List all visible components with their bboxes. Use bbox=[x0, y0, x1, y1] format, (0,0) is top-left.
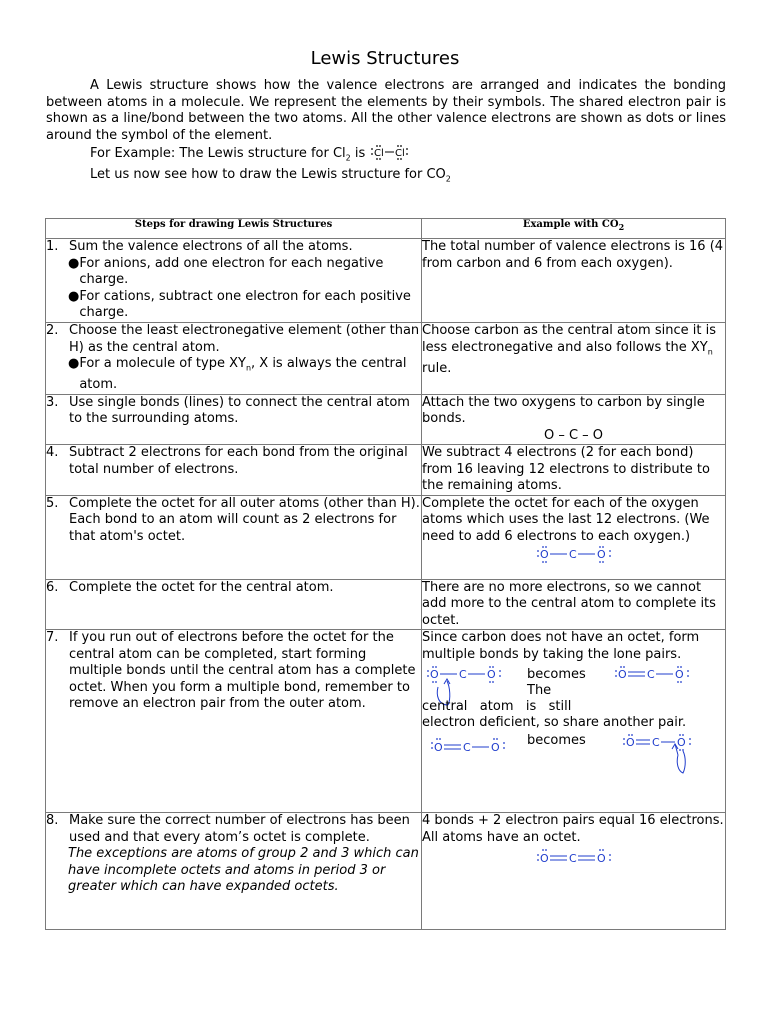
becomes-label: becomes bbox=[527, 667, 586, 683]
bullet-icon: ● bbox=[68, 288, 80, 304]
intro-paragraph: A Lewis structure shows how the valence electrons are arranged and indicates the bonding between atoms in a molecule. We represent the elements by their symbols. The shared electron pair is shown as a line/bond between the two atoms. All the other valence electrons are shown as dots or lines around the symbol of the element. bbox=[46, 78, 726, 143]
table-row bbox=[46, 495, 726, 579]
example-text: 4 bonds + 2 electron pairs equal 16 electrons. All atoms have an octet. bbox=[422, 813, 724, 845]
example-cell bbox=[422, 239, 726, 323]
svg-text:O: O bbox=[677, 736, 686, 750]
example-text: Complete the octet for each of the oxygen atoms which uses the last 12 electrons. (We need to add 6 electrons to each oxygen.) bbox=[422, 495, 710, 544]
step-number: 5. bbox=[46, 495, 59, 511]
example-cell bbox=[422, 579, 726, 630]
table-row bbox=[46, 630, 726, 813]
co2-octet-outer-structure bbox=[534, 545, 614, 563]
step-text: Choose the least electronegative element (other than H) as the central atom. bbox=[69, 323, 420, 355]
co2-intro-line bbox=[46, 167, 726, 188]
step-cell bbox=[46, 239, 422, 323]
step-text: Make sure the correct number of electrons has been used and that every atom’s octet is complete. bbox=[69, 813, 410, 845]
step-cell bbox=[46, 495, 422, 579]
table-row bbox=[46, 445, 726, 496]
cl2-example-is: is bbox=[350, 146, 370, 161]
example-text: Attach the two oxygens to carbon by single bonds. bbox=[422, 394, 705, 427]
svg-text:O: O bbox=[675, 668, 684, 682]
svg-text:O: O bbox=[618, 668, 627, 682]
step-text: Sum the valence electrons of all the atoms. bbox=[69, 239, 353, 254]
example-text: Since carbon does not have an octet, form multiple bonds by taking the lone pairs. bbox=[422, 630, 700, 662]
bullet-item: ● For anions, add one electron for each negative charge. bbox=[68, 255, 384, 287]
svg-text:C: C bbox=[459, 668, 467, 682]
example-text: The total number of valence electrons is 16 (4 from carbon and 6 from each oxygen). bbox=[422, 239, 724, 271]
deficient-line: electron deficient, so share another pair. bbox=[422, 715, 687, 731]
svg-text:O: O bbox=[539, 852, 549, 866]
svg-text:O: O bbox=[596, 852, 606, 866]
table-row bbox=[46, 323, 726, 395]
step-number: 4. bbox=[46, 445, 59, 461]
becomes-label-2: becomes bbox=[527, 733, 586, 749]
table-row bbox=[46, 579, 726, 630]
step-cell bbox=[46, 579, 422, 630]
svg-text:C: C bbox=[568, 548, 577, 562]
example-cell bbox=[422, 813, 726, 930]
step-number: 1. bbox=[46, 239, 59, 254]
svg-text:O: O bbox=[491, 741, 500, 755]
bullet-item: ● For a molecule of type $XY_n$, X is always the central atom. bbox=[68, 356, 407, 393]
co2-intro-text: Let us now see how to draw the Lewis structure for CO bbox=[90, 167, 446, 183]
step-text: If you run out of electrons before the octet for the central atom can be completed, start forming multiple bonds until the central atom has a complete octet. When you form a multiple bond, remember to remove an electron pair from the outer atom. bbox=[69, 630, 416, 712]
co2-final-structure bbox=[534, 848, 614, 868]
table-row bbox=[46, 813, 726, 930]
header-example-text: Example with CO bbox=[522, 219, 619, 230]
header-example bbox=[422, 219, 726, 239]
step-text: Subtract 2 electrons for each bond from the original total number of electrons. bbox=[69, 445, 408, 477]
example-cell bbox=[422, 394, 726, 445]
step-text: Complete the octet for all outer atoms (other than H). Each bond to an atom will count as 2 electrons for that atom's octet. bbox=[69, 495, 420, 544]
exceptions-note: The exceptions are atoms of group 2 and 3 which can have incomplete octets and atoms in period 3 or greater which can have expanded octets. bbox=[68, 846, 419, 895]
cl-label-left: Cl bbox=[374, 148, 385, 159]
example-cell bbox=[422, 630, 726, 813]
cl2-lewis-structure bbox=[369, 144, 409, 160]
intro-section bbox=[46, 78, 726, 188]
the-label: The bbox=[527, 683, 552, 699]
svg-text:O: O bbox=[430, 668, 439, 682]
table-row bbox=[46, 239, 726, 323]
bullet-icon: ● bbox=[68, 356, 80, 371]
bullet-icon: ● bbox=[68, 255, 80, 271]
example-cell bbox=[422, 495, 726, 579]
svg-text:C: C bbox=[652, 736, 660, 750]
bullet-item: ● For cations, subtract one electron for each positive charge. bbox=[68, 288, 411, 320]
cl2-example-line bbox=[46, 144, 726, 167]
step-number: 6. bbox=[46, 579, 59, 595]
svg-text:O: O bbox=[487, 668, 496, 682]
example-text: Choose carbon as the central atom since it is less electronegative and also follows the $XY_n$ rule. bbox=[422, 323, 716, 376]
header-steps: Steps for drawing Lewis Structures bbox=[46, 219, 422, 239]
single-bond-formula: O – C – O bbox=[543, 427, 604, 443]
svg-text:C: C bbox=[463, 741, 471, 755]
step-cell bbox=[46, 323, 422, 395]
example-cell bbox=[422, 445, 726, 496]
svg-text:C: C bbox=[647, 668, 655, 682]
co2-double-double-structure-a bbox=[428, 737, 508, 757]
step-number: 2. bbox=[46, 323, 59, 338]
table-row bbox=[46, 394, 726, 445]
lewis-steps-table bbox=[45, 218, 726, 930]
step-number: 8. bbox=[46, 813, 59, 829]
step-number: 7. bbox=[46, 630, 59, 646]
svg-text:O: O bbox=[626, 736, 635, 750]
co2-arrow-structure bbox=[620, 733, 696, 777]
central-atom-line: central atom is still bbox=[422, 699, 572, 715]
step-text: Use single bonds (lines) to connect the central atom to the surrounding atoms. bbox=[69, 394, 410, 427]
svg-text:O: O bbox=[539, 548, 549, 562]
table-header-row bbox=[46, 219, 726, 239]
step-cell bbox=[46, 445, 422, 496]
step-cell bbox=[46, 630, 422, 813]
co2-one-double-bond-structure bbox=[612, 665, 692, 687]
svg-text:O: O bbox=[596, 548, 606, 562]
step-cell bbox=[46, 394, 422, 445]
cl2-subscript: 2 bbox=[345, 153, 351, 163]
example-text: There are no more electrons, so we cannot add more to the central atom to complete its octet. bbox=[422, 579, 716, 628]
svg-text:O: O bbox=[434, 741, 443, 755]
step-number: 3. bbox=[46, 394, 59, 410]
step-text: Complete the octet for the central atom. bbox=[69, 579, 334, 595]
header-example-subscript: 2 bbox=[618, 222, 625, 232]
svg-text:C: C bbox=[568, 852, 577, 866]
step-cell bbox=[46, 813, 422, 930]
page-title: Lewis Structures bbox=[310, 48, 460, 69]
cl2-example-prefix: For Example: The Lewis structure for Cl bbox=[90, 146, 346, 161]
cl-label-right: Cl bbox=[395, 148, 406, 159]
example-text: We subtract 4 electrons (2 for each bond) from 16 leaving 12 electrons to distribute to the remaining atoms. bbox=[422, 445, 710, 494]
co2-intro-subscript: 2 bbox=[445, 174, 451, 184]
example-cell bbox=[422, 323, 726, 395]
